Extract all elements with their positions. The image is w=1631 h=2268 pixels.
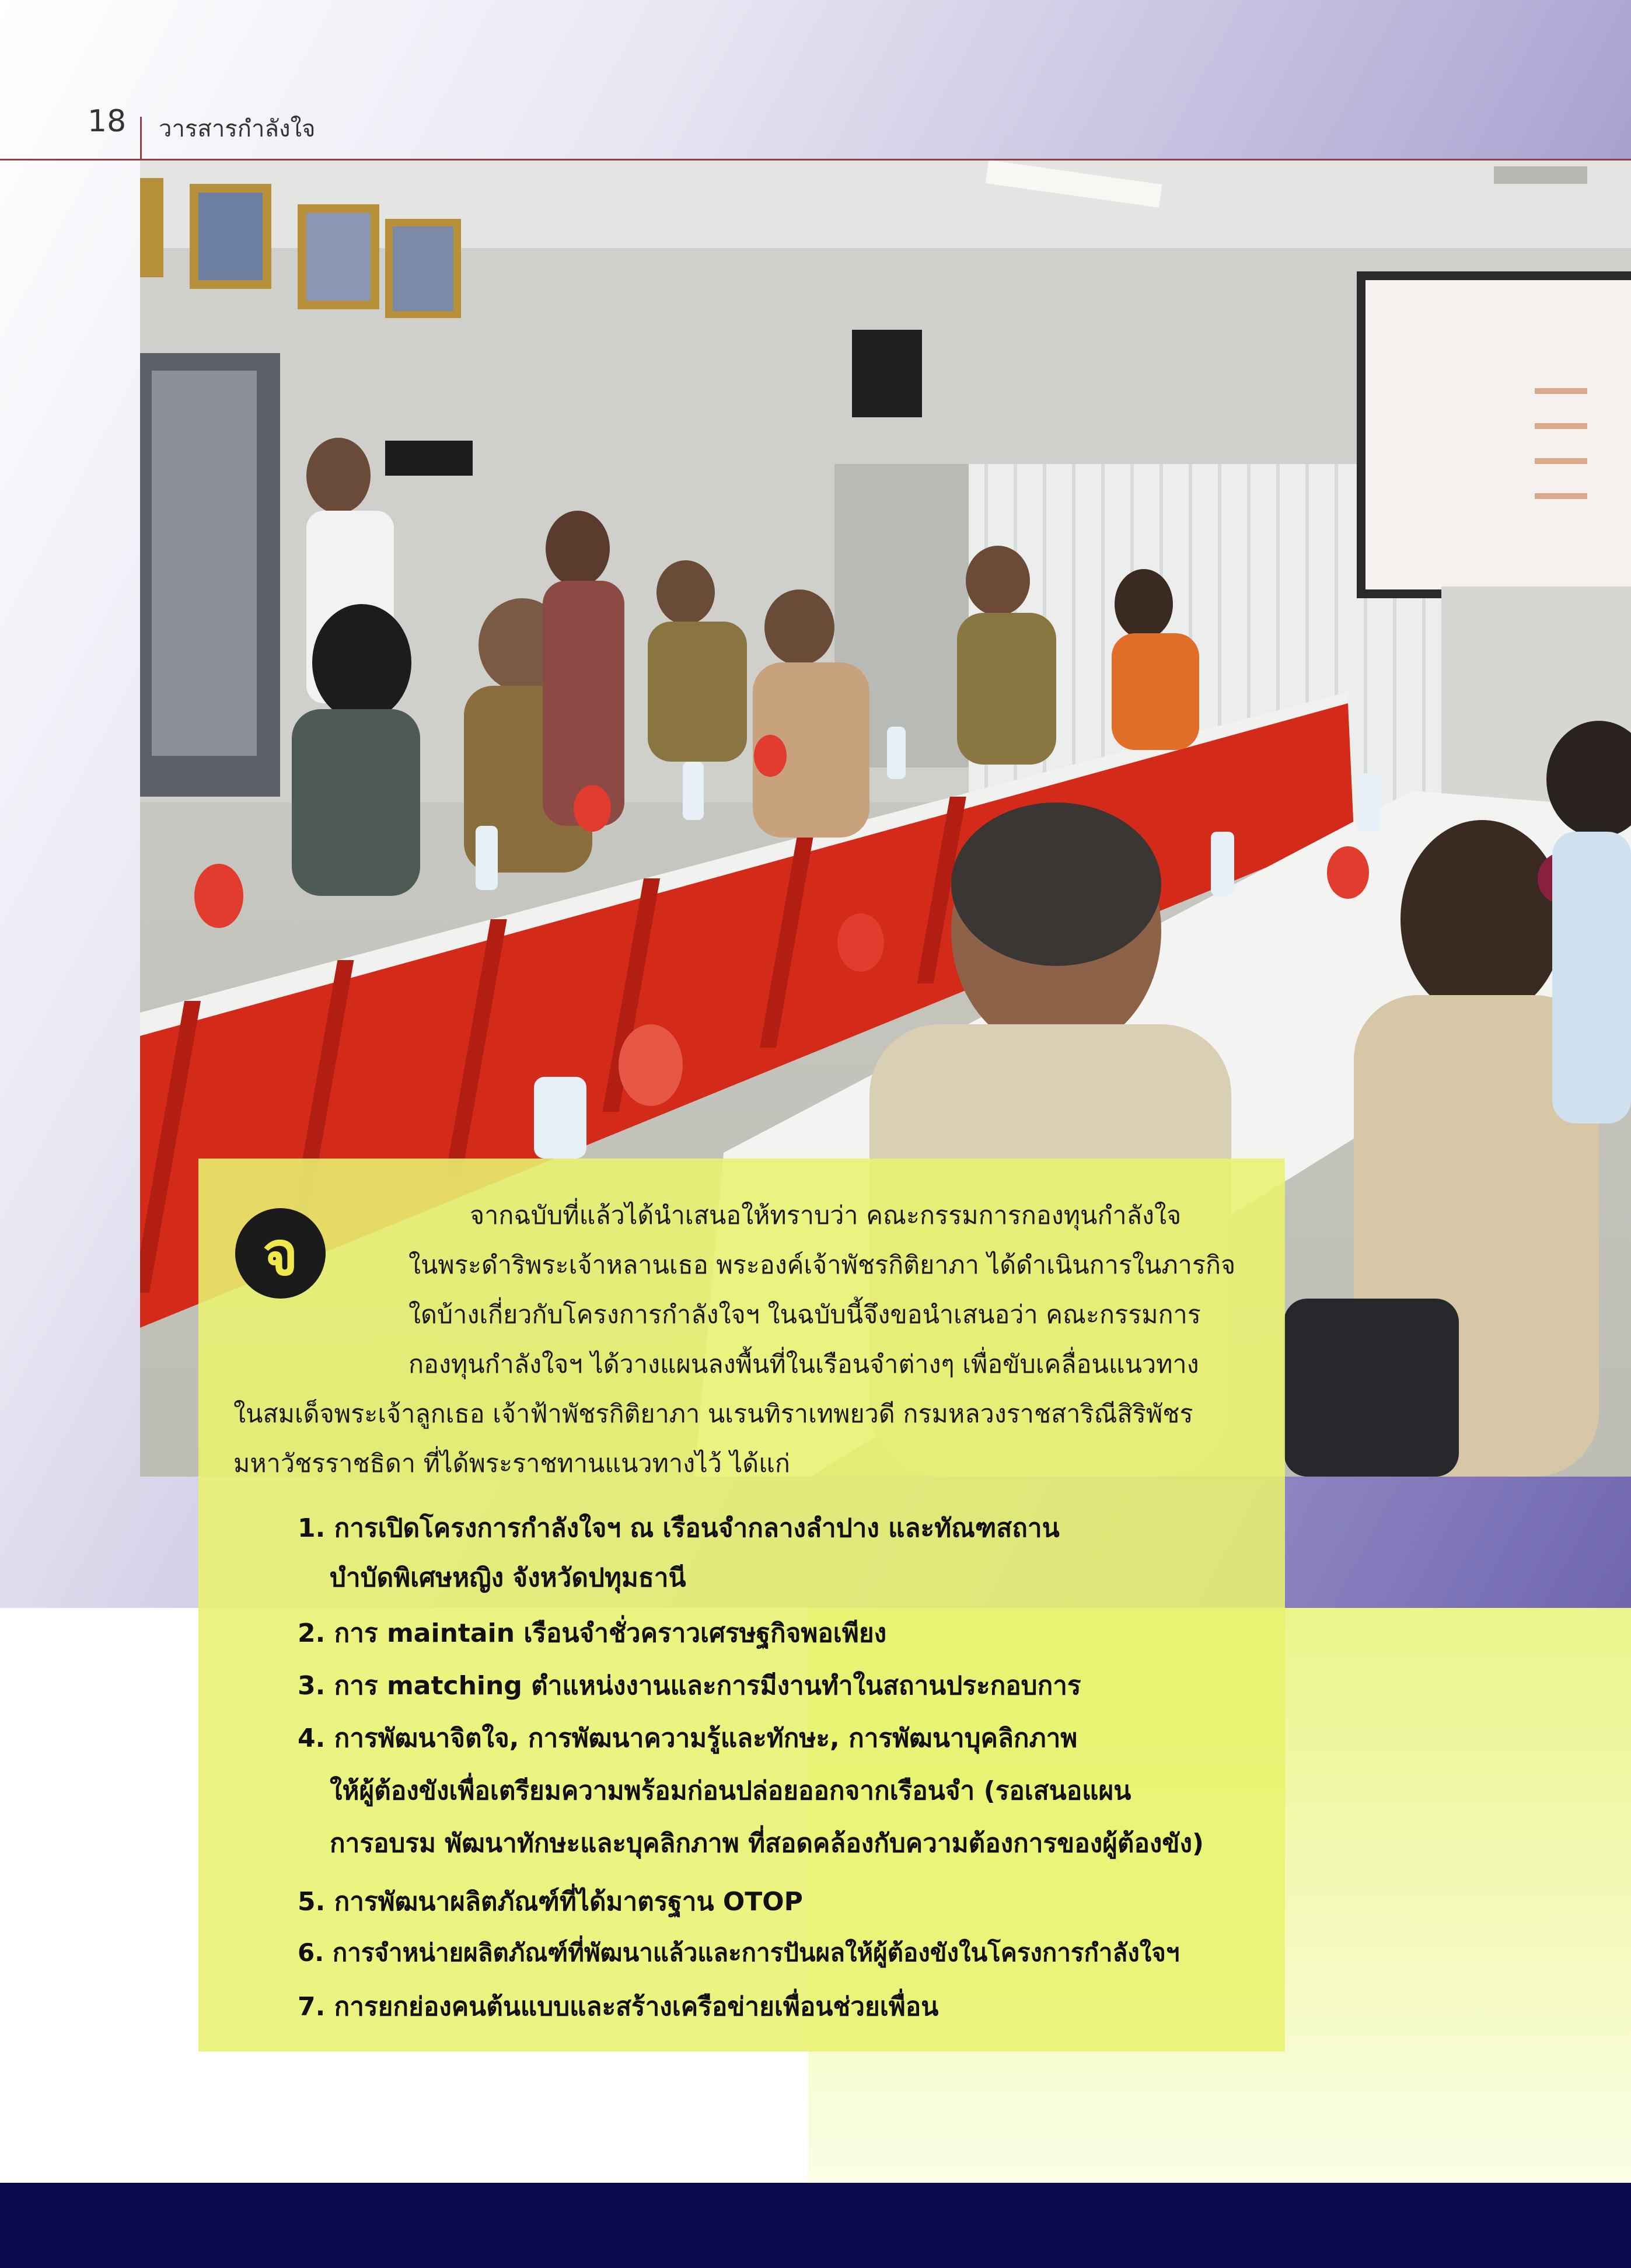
drop-cap: จ: [235, 1208, 326, 1299]
list-item: 1. การเปิดโครงการกำลังใจฯ ณ เรือนจำกลางลำปาง และทัณฑสถาน: [298, 1513, 1060, 1543]
list-item: 5. การพัฒนาผลิตภัณฑ์ที่ได้มาตรฐาน OTOP: [298, 1887, 803, 1917]
list-item: 3. การ matching ตำแหน่งงานและการมีงานทำในสถานประกอบการ: [298, 1671, 1081, 1701]
page-number: 18: [88, 104, 127, 139]
paragraph-line: ในพระดำริพระเจ้าหลานเธอ พระองค์เจ้าพัชรกิติยาภา ได้ดำเนินการในภารกิจ: [408, 1251, 1236, 1280]
list-item-continuation: ให้ผู้ต้องขังเพื่อเตรียมความพร้อมก่อนปล่อยออกจากเรือนจำ (รอเสนอแผน: [330, 1776, 1131, 1806]
paragraph-line: จากฉบับที่แล้วได้นำเสนอให้ทราบว่า คณะกรรมการกองทุนกำลังใจ: [470, 1201, 1182, 1230]
footer-bar: [0, 2183, 1631, 2268]
journal-name: วารสารกำลังใจ: [159, 116, 316, 142]
ceiling-vent: [1494, 166, 1587, 184]
list-item: 7. การยกย่องคนต้นแบบและสร้างเครือข่ายเพื่อนช่วยเพื่อน: [298, 1992, 939, 2022]
door-panel: [152, 371, 257, 756]
projector-screen: [1365, 280, 1631, 589]
paragraph-line: มหาวัชรราชธิดา ที่ได้พระราชทานแนวทางไว้ ได้แก่: [233, 1449, 790, 1478]
header-divider: [140, 117, 142, 159]
list-item: 2. การ maintain เรือนจำชั่วคราวเศรษฐกิจพอเพียง: [298, 1618, 887, 1648]
paragraph-line: ในสมเด็จพระเจ้าลูกเธอ เจ้าฟ้าพัชรกิติยาภา นเรนทิราเทพยวดี กรมหลวงราชสาริณีสิริพัชร: [233, 1400, 1193, 1429]
list-item: 4. การพัฒนาจิตใจ, การพัฒนาความรู้และทักษะ, การพัฒนาบุคลิกภาพ: [298, 1723, 1078, 1753]
list-item-continuation: การอบรม พัฒนาทักษะและบุคลิกภาพ ที่สอดคล้องกับความต้องการของผู้ต้องขัง): [330, 1829, 1204, 1858]
list-item-continuation: บำบัดพิเศษหญิง จังหวัดปทุมธานี: [330, 1563, 686, 1593]
list-item: 6. การจำหน่ายผลิตภัณฑ์ที่พัฒนาแล้วและการปันผลให้ผู้ต้องขังในโครงการกำลังใจฯ: [298, 1938, 1180, 1967]
paragraph-line: ใดบ้างเกี่ยวกับโครงการกำลังใจฯ ในฉบับนี้จึงขอนำเสนอว่า คณะกรรมการ: [408, 1300, 1201, 1330]
paragraph-line: กองทุนกำลังใจฯ ได้วางแผนลงพื้นที่ในเรือนจำต่างๆ เพื่อขับเคลื่อนแนวทาง: [408, 1350, 1199, 1379]
wall-speaker: [852, 330, 922, 417]
